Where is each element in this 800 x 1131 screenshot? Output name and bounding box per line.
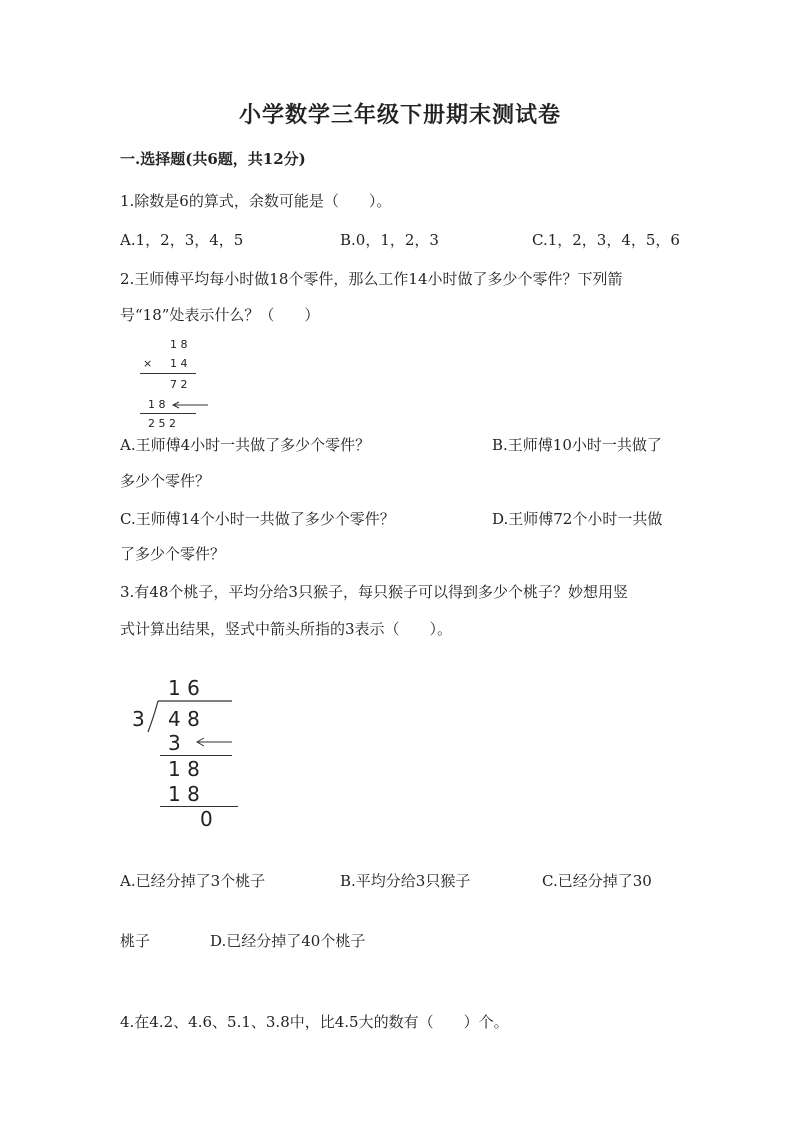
question-1-option-b: B.0，1，2，3 — [340, 231, 439, 249]
section-heading: 一.选择题(共6题，共12分) — [120, 150, 306, 168]
page-title: 小学数学三年级下册期末测试卷 — [238, 102, 561, 128]
question-3-option-c-line2: 桃子 — [120, 932, 151, 950]
question-3-stem-line2: 式计算出结果，竖式中箭头所指的3表示（ ）。 — [120, 620, 453, 638]
question-3-option-c-line1: C.已经分掉了30 — [542, 872, 652, 890]
question-4-stem: 4.在4.2、4.6、5.1、3.8中，比4.5大的数有（ ）个。 — [120, 1013, 509, 1031]
question-2-option-b-line1: B.王师傅10小时一共做了 — [492, 436, 662, 454]
question-2-option-d-line2: 了多少个零件？ — [120, 545, 226, 563]
division-second-subtraction: 1 8 — [168, 782, 200, 806]
arrow-left-icon — [170, 400, 210, 410]
calc-multiply-sign: × — [143, 357, 153, 370]
calc-row-partial-1: 7 2 — [170, 378, 188, 391]
question-2-stem-line1: 2.王师傅平均每小时做18个零件，那么工作14小时做了多少个零件？下列箭 — [120, 270, 623, 288]
arrow-left-icon — [194, 736, 234, 748]
division-quotient: 1 6 — [168, 676, 200, 700]
question-2-option-c: C.王师傅14个小时一共做了多少个零件？ — [120, 510, 395, 528]
division-first-remainder: 1 8 — [168, 757, 200, 781]
division-line-1 — [160, 755, 232, 756]
division-dividend: 4 8 — [168, 707, 200, 731]
calc-row-product: 2 5 2 — [148, 417, 176, 430]
calc-line-1 — [140, 373, 196, 374]
calc-line-2 — [140, 413, 196, 414]
question-3-option-b: B.平均分给3只猴子 — [340, 872, 471, 890]
division-final-remainder: 0 — [200, 807, 213, 831]
question-3-option-a: A.已经分掉了3个桃子 — [120, 872, 266, 890]
question-1-option-a: A.1，2，3，4，5 — [120, 231, 244, 249]
question-2-option-b-line2: 多少个零件？ — [120, 472, 211, 490]
question-1-option-c: C.1，2，3，4，5，6 — [532, 231, 680, 249]
question-2-stem-line2: 号“18”处表示什么？（ ） — [120, 306, 320, 324]
division-divisor: 3 — [132, 707, 145, 731]
calc-row-partial-2: 1 8 — [148, 398, 166, 411]
question-3-option-d: D.已经分掉了40个桃子 — [210, 932, 366, 950]
question-2-option-d-line1: D.王师傅72个小时一共做 — [492, 510, 663, 528]
calc-row-multiplicand: 1 8 — [170, 338, 188, 351]
calc-row-multiplier: 1 4 — [170, 357, 188, 370]
question-1-stem: 1.除数是6的算式，余数可能是（ ）。 — [120, 192, 392, 210]
question-3-stem-line1: 3.有48个桃子，平均分给3只猴子，每只猴子可以得到多少个桃子？妙想用竖 — [120, 583, 628, 601]
question-2-option-a: A.王师傅4小时一共做了多少个零件？ — [120, 436, 371, 454]
division-first-subtraction: 3 — [168, 731, 181, 755]
division-line-2 — [160, 806, 238, 807]
